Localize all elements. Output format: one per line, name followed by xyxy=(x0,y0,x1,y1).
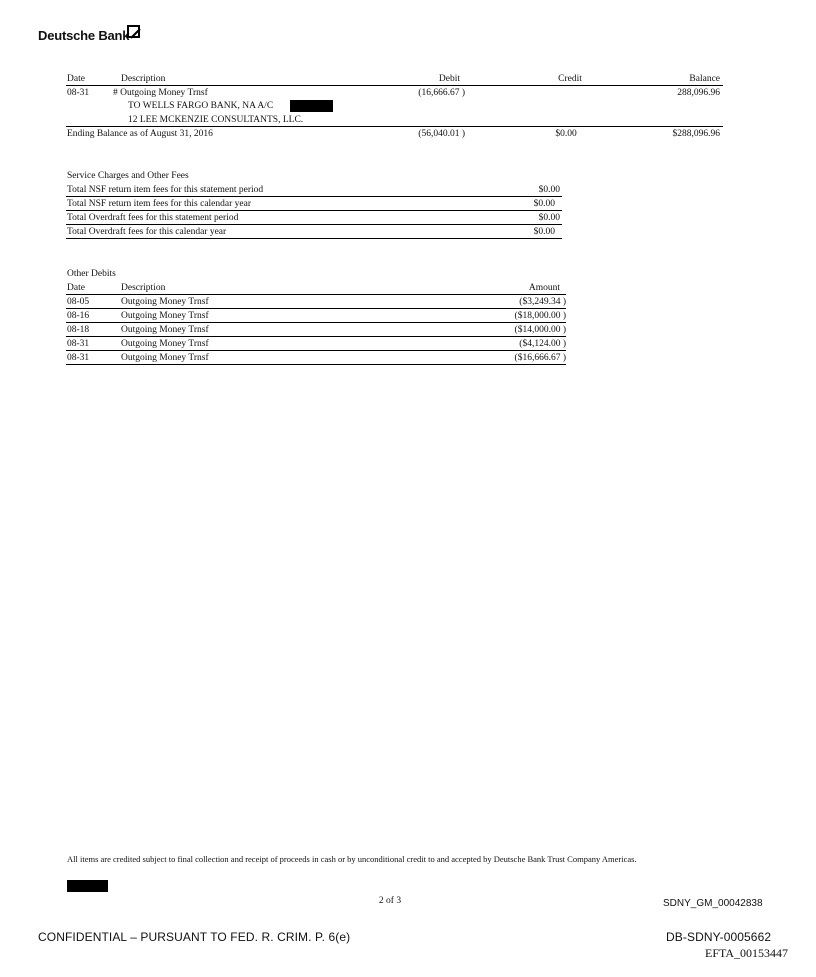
od-description: Outgoing Money Trnsf xyxy=(121,325,209,335)
fee-rule xyxy=(66,196,562,197)
deutsche-bank-logo-icon xyxy=(127,25,140,38)
od-rule xyxy=(66,336,566,337)
col-date-header: Date xyxy=(67,74,85,84)
bates-number: SDNY_GM_00042838 xyxy=(663,898,763,909)
fee-label: Total NSF return item fees for this calendar year xyxy=(67,199,251,209)
fee-rule xyxy=(66,224,562,225)
txn-balance: 288,096.96 xyxy=(677,88,720,98)
txn-detail-1: TO WELLS FARGO BANK, NA A/C xyxy=(128,101,274,111)
od-amount: ($4,124.00 ) xyxy=(519,339,566,349)
fees-title: Service Charges and Other Fees xyxy=(67,171,189,181)
od-col-amount-header: Amount xyxy=(528,283,560,293)
od-amount: ($3,249.34 ) xyxy=(519,297,566,307)
fee-label: Total NSF return item fees for this statement period xyxy=(67,185,264,195)
od-date: 08-18 xyxy=(67,325,90,335)
txn-description: # Outgoing Money Trnsf xyxy=(113,88,208,98)
fee-amount: $0.00 xyxy=(538,213,560,223)
fee-amount: $0.00 xyxy=(533,227,555,237)
od-header-rule xyxy=(66,294,566,295)
header-rule xyxy=(66,85,723,86)
od-date: 08-16 xyxy=(67,311,90,321)
od-date: 08-31 xyxy=(67,339,90,349)
redaction-box xyxy=(290,100,333,112)
fee-label: Total Overdraft fees for this calendar year xyxy=(67,227,227,237)
od-description: Outgoing Money Trnsf xyxy=(121,353,209,363)
od-rule xyxy=(66,308,566,309)
od-col-description-header: Description xyxy=(121,283,166,293)
col-balance-header: Balance xyxy=(689,74,720,84)
od-rule xyxy=(66,364,566,365)
ending-balance: $288,096.96 xyxy=(672,129,720,139)
ending-debit: (56,040.01 ) xyxy=(418,129,465,139)
col-debit-header: Debit xyxy=(438,74,460,84)
od-amount: ($14,000.00 ) xyxy=(514,325,566,335)
ending-credit: $0.00 xyxy=(555,129,577,139)
fee-rule xyxy=(66,210,562,211)
ending-balance-label: Ending Balance as of August 31, 2016 xyxy=(67,129,213,139)
od-description: Outgoing Money Trnsf xyxy=(121,297,209,307)
other-debits-title: Other Debits xyxy=(67,269,116,279)
txn-date: 08-31 xyxy=(67,88,90,98)
confidential-notice: CONFIDENTIAL – PURSUANT TO FED. R. CRIM. P. 6(e) xyxy=(38,930,351,944)
txn-debit: (16,666.67 ) xyxy=(418,88,465,98)
od-rule xyxy=(66,322,566,323)
bank-name: Deutsche Bank xyxy=(38,28,130,43)
od-amount: ($16,666.67 ) xyxy=(514,353,566,363)
ending-rule xyxy=(66,126,723,127)
redaction-box xyxy=(67,880,108,892)
od-rule xyxy=(66,350,566,351)
bates-number-2: DB-SDNY-0005662 xyxy=(666,930,772,944)
page-number: 2 of 3 xyxy=(378,896,402,906)
od-amount: ($18,000.00 ) xyxy=(514,311,566,321)
od-date: 08-31 xyxy=(67,353,90,363)
fee-amount: $0.00 xyxy=(538,185,560,195)
bates-number-3: EFTA_00153447 xyxy=(705,946,789,960)
fee-label: Total Overdraft fees for this statement period xyxy=(67,213,239,223)
col-credit-header: Credit xyxy=(558,74,582,84)
od-date: 08-05 xyxy=(67,297,90,307)
od-col-date-header: Date xyxy=(67,283,85,293)
od-description: Outgoing Money Trnsf xyxy=(121,311,209,321)
col-description-header: Description xyxy=(121,74,166,84)
fee-rule xyxy=(66,238,562,239)
od-description: Outgoing Money Trnsf xyxy=(121,339,209,349)
txn-detail-2: 12 LEE MCKENZIE CONSULTANTS, LLC. xyxy=(128,115,304,125)
disclaimer: All items are credited subject to final collection and receipt of proceeds in cash or by unconditional credit to and accepted by Deutsche Bank Trust Company Americas. xyxy=(67,854,637,864)
fee-amount: $0.00 xyxy=(533,199,555,209)
